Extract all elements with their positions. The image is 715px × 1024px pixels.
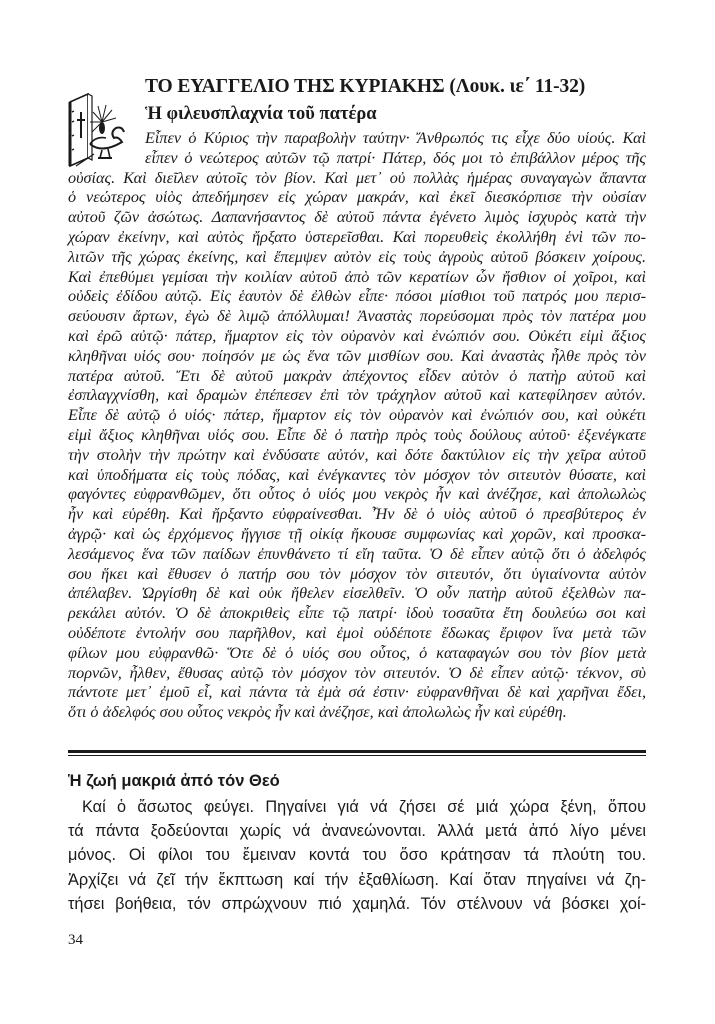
gospel-line: αὐτοῦ ζῶν ἀσώτως. Δαπανήσαντος δὲ αὐτοῦ πάντα ἐγένετο λιμὸς ἰσχυρὸς κατὰ τὴν: [68, 208, 646, 227]
commentary-line: Ἀρχίζει νά ζεῖ τήν ἔκπτωση καί τήν ἐξαθλίωση. Καί ὅταν πηγαίνει νά ζη-: [68, 870, 646, 889]
commentary-line: μόνος. Οἱ φίλοι του ἔμειναν κοντά του ὅσο κράτησαν τά πλούτη του.: [68, 846, 646, 865]
commentary-line: τήσει βοήθεια, τόν σπρώχνουν πιό χαμηλά. Τόν στέλνουν νά βόσκει χοί-: [68, 894, 646, 913]
gospel-line: σου ἥκει καὶ ἔθυσεν ὁ πατήρ σου τὸν μόσχον τὸν σιτευτόν, ὅτι ὑγιαίνοντα αὐτὸν: [68, 564, 646, 583]
gospel-line: ἀπέλαβεν. Ὠργίσθη δὲ καὶ οὐκ ἤθελεν εἰσελθεῖν. Ὁ οὖν πατὴρ αὐτοῦ ἐξελθὼν πα-: [68, 584, 646, 603]
gospel-line: ἐσπλαγχνίσθη, καὶ δραμὼν ἐπέπεσεν ἐπὶ τὸν τράχηλον αὐτοῦ καὶ κατεφίλησεν αὐτόν.: [68, 386, 646, 405]
gospel-line: ἦν καὶ εὑρέθη. Καὶ ἤρξαντο εὐφραίνεσθαι. Ἦν δὲ ὁ υἱὸς αὐτοῦ ὁ πρεσβύτερος ἐν: [68, 505, 646, 524]
gospel-line: οὐδέποτε ἐντολήν σου παρῆλθον, καὶ ἐμοὶ οὐδέποτε ἔδωκας ἔριφον ἵνα μετὰ τῶν: [68, 623, 646, 642]
gospel-line: Καὶ ἐπεθύμει γεμίσαι τὴν κοιλίαν αὐτοῦ ἀπὸ τῶν κερατίων ὧν ἤσθιον οἱ χοῖροι, καὶ: [68, 267, 646, 286]
commentary-line: Καί ὁ ἄσωτος φεύγει. Πηγαίνει γιά νά ζήσει σέ μιά χώρα ξένη, ὅπου: [82, 798, 646, 816]
gospel-line: λιτῶν τῆς χώρας ἐκείνης, καὶ ἔπεμψεν αὐτὸν εἰς τοὺς ἀγροὺς αὐτοῦ βόσκειν χοίρους.: [68, 247, 646, 266]
gospel-line: πατέρα αὐτοῦ. Ἔτι δὲ αὐτοῦ μακρὰν ἀπέχοντος εἶδεν αὐτὸν ὁ πατὴρ αὐτοῦ καὶ: [68, 366, 646, 385]
gospel-line: ρεκάλει αὐτόν. Ὁ δὲ ἀποκριθεὶς εἶπε τῷ πατρί· ἰδοὺ τοσαῦτα ἔτη δουλεύω σοι καὶ: [68, 604, 646, 623]
gospel-line: καὶ ὑποδήματα εἰς τοὺς πόδας, καὶ ἐνέγκαντες τὸν μόσχον τὸν σιτευτὸν θύσατε, καὶ: [68, 465, 646, 484]
gospel-line: κληθῆναι υἱός σου· ποίησόν με ὡς ἕνα τῶν μισθίων σου. Καὶ ἀναστὰς ἦλθε πρὸς τὸν: [68, 346, 646, 365]
gospel-line: πάντοτε μετ᾽ ἐμοῦ εἶ, καὶ πάντα τὰ ἐμὰ σά ἐστιν· εὐφρανθῆναι δὲ καὶ χαρῆναι ἔδει,: [68, 683, 646, 702]
gospel-line: σεύουσιν ἄρτων, ἐγὼ δὲ λιμῷ ἀπόλλυμαι! Ἀναστὰς πορεύσομαι πρὸς τὸν πατέρα μου: [68, 307, 646, 326]
gospel-line: εἰμὶ ἄξιος κληθῆναι υἱός σου. Εἶπε δὲ ὁ πατὴρ πρὸς τοὺς δούλους αὐτοῦ· ἐξενέγκατε: [68, 425, 646, 444]
page-number: 34: [68, 932, 83, 948]
commentary-line: τά πάντα ξοδεύονται χωρίς νά ἀνανεώνονται. Ἀλλά μετά ἀπό λίγο μένει: [68, 822, 646, 841]
gospel-line: πορνῶν, ἦλθεν, ἔθυσας αὐτῷ τὸν μόσχον τὸν σιτευτόν. Ὁ δὲ εἶπεν αὐτῷ· τέκνον, σὺ: [68, 663, 646, 682]
gospel-line: χώραν ἐκείνην, καὶ αὐτὸς ἤρξατο ὑστερεῖσθαι. Καὶ πορευθεὶς ἐκολλήθη ἑνὶ τῶν πο-: [68, 227, 646, 246]
section-heading: Ἡ ζωή μακριά ἀπό τόν Θεό: [68, 772, 280, 790]
double-rule-divider: [68, 750, 646, 756]
gospel-line: καὶ ἐρῶ αὐτῷ· πάτερ, ἥμαρτον εἰς τὸν οὐρανὸν καὶ ἐνώπιόν σου. Οὐκέτι εἰμὶ ἄξιος: [68, 326, 646, 345]
gospel-line: ὅτι ὁ ἀδελφός σου οὗτος νεκρὸς ἦν καὶ ἀνέζησε, καὶ ἀπολωλὼς ἦν καὶ εὑρέθη.: [68, 703, 567, 722]
gospel-line: Εἶπεν ὁ Κύριος τὴν παραβολὴν ταύτην· Ἄνθρωπός τις εἶχε δύο υἱούς. Καὶ: [145, 129, 646, 147]
gospel-line: Εἶπε δὲ αὐτῷ ὁ υἱός· πάτερ, ἥμαρτον εἰς τὸν οὐρανὸν καὶ ἐνώπιόν σου, καὶ οὐκέτι: [68, 406, 646, 425]
page-subtitle: Ἡ φιλευσπλαχνία τοῦ πατέρα: [145, 104, 377, 124]
commentary-text: [68, 795, 646, 916]
gospel-text: [68, 129, 646, 723]
gospel-line: οὐσίας. Καὶ διεῖλεν αὐτοῖς τὸν βίον. Καὶ μετ᾽ οὐ πολλὰς ἡμέρας συναγαγὼν ἅπαντα: [68, 168, 646, 187]
gospel-line: εἶπεν ὁ νεώτερος αὐτῶν τῷ πατρί· Πάτερ, δός μοι τὸ ἐπιβάλλον μέρος τῆς: [145, 148, 646, 167]
gospel-line: οὐδεὶς ἐδίδου αὐτῷ. Εἰς ἑαυτὸν δὲ ἐλθὼν εἶπε· πόσοι μίσθιοι τοῦ πατρός μου περισ-: [68, 287, 646, 306]
gospel-line: ὁ νεώτερος υἱὸς ἀπεδήμησεν εἰς χώραν μακράν, καὶ ἐκεῖ διεσκόρπισε τὴν οὐσίαν: [68, 188, 646, 207]
gospel-line: λεσάμενος ἕνα τῶν παίδων ἐπυνθάνετο τί εἴη ταῦτα. Ὁ δὲ εἶπεν αὐτῷ ὅτι ὁ ἀδελφός: [68, 544, 646, 563]
page-title: ΤΟ ΕΥΑΓΓΕΛΙΟ ΤΗΣ ΚΥΡΙΑΚΗΣ (Λουκ. ιε΄ 11-32): [145, 76, 586, 97]
gospel-line: φαγόντες εὐφρανθῶμεν, ὅτι οὗτος ὁ υἱός μου νεκρὸς ἦν καὶ ἀνέζησε, καὶ ἀπολωλὼς: [68, 485, 646, 504]
gospel-line: ἀγρῷ· καὶ ὡς ἐρχόμενος ἤγγισε τῇ οἰκίᾳ ἤκουσε συμφωνίας καὶ χορῶν, καὶ προσκα-: [68, 524, 646, 543]
gospel-line: τὴν στολὴν τὴν πρώτην καὶ ἐνδύσατε αὐτόν, καὶ δότε δακτύλιον εἰς τὴν χεῖρα αὐτοῦ: [68, 445, 646, 464]
gospel-line: φίλων μου εὐφρανθῶ· Ὅτε δὲ ὁ υἱός σου οὗτος, ὁ καταφαγών σου τὸν βίον μετὰ: [68, 643, 646, 662]
